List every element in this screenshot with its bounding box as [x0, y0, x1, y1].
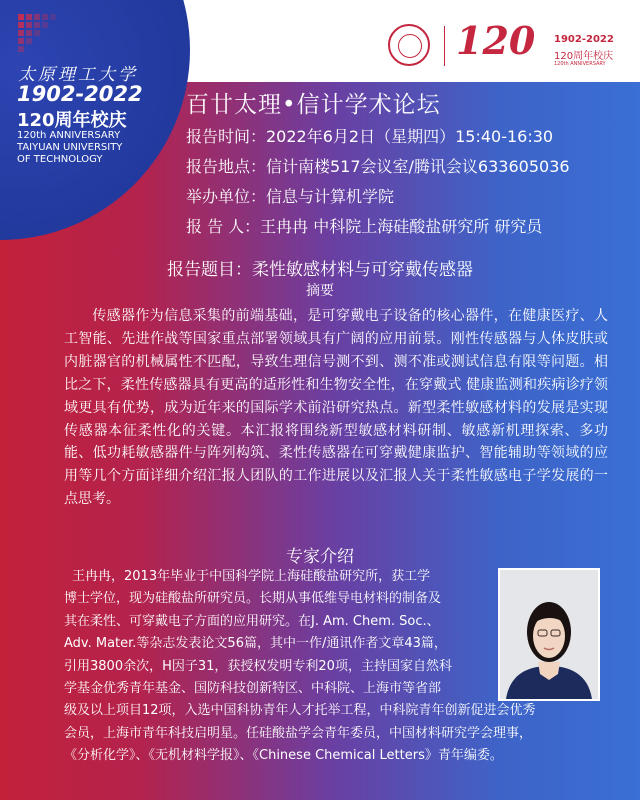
- report-time: 报告时间：2022年6月2日（星期四）15:40-16:30: [186, 127, 554, 146]
- abstract-body: 传感器作为信息采集的前端基础，是可穿戴电子设备的核心器件，在健康医疗、人工智能、先进作战等国家重点部署领域具有广阔的应用前景。刚性传感器与人体皮肤或内脏器官的机械属性不匹配，导致生理信号测不到、测不准或测试信息有限等问题。相比之下，柔性传感器具有更高的适形性和生物安全性，在穿戴式 健康监测和疾病诊疗领域更具有优势，成为近年来的国际学术前沿研究热点。新型柔性敏感材料的发展是实现传感器本征柔性化的关键。本汇报将围绕新型敏感材料研制、敏感新机理探索、多功能、低功耗敏感器件与阵列构筑、柔性传感器在可穿戴健康监护、智能辅助等领域的应用等几个方面详细介绍汇报人团队的工作进展以及汇报人关于柔性敏感电子学发展的一点思考。: [64, 308, 608, 508]
- abstract-text: [64, 305, 608, 511]
- bio-line: 会员，上海市青年科技启明星。任硅酸盐学会青年委员，中国材料研究学会理事，: [64, 725, 533, 741]
- bio-line: 《分析化学》、《无机材料学报》、《Chinese Chemical Letters》青年编委。: [64, 748, 503, 764]
- logo-years: 1902-2022: [554, 34, 614, 45]
- brand-en-line: 120th ANNIVERSARY: [17, 130, 121, 141]
- report-place: 报告地点：信计南楼517会议室/腾讯会议633605036: [186, 157, 570, 176]
- forum-title: 百廿太理•信计学术论坛: [186, 92, 441, 118]
- logo-cn: 120周年校庆: [554, 51, 614, 62]
- bio-line: Adv. Mater.等杂志发表论文56篇，其中一作/通讯作者文章43篇，: [64, 636, 447, 652]
- brand-anniversary-cn: 120周年校庆: [17, 110, 127, 131]
- bio-line: 博士学位，现为硅酸盐所研究员。长期从事低维导电材料的制备及: [64, 591, 442, 607]
- abstract-heading: 摘要: [306, 283, 334, 299]
- brand-en-line: TAIYUAN UNIVERSITY: [17, 142, 123, 153]
- bio-line: 其在柔性、可穿戴电子方面的应用研究。在J. Am. Chem. Soc.、: [64, 613, 440, 629]
- brand-years: 1902-2022: [17, 82, 143, 106]
- bio-line: 学基金优秀青年基金、国防科技创新特区、中科院、上海市等省部: [64, 680, 442, 696]
- bio-line: 王冉冉，2013年毕业于中国科学院上海硅酸盐研究所，获工学: [72, 569, 431, 584]
- university-calligraphy-name: 太原理工大学: [18, 65, 138, 85]
- speaker: 报 告 人：王冉冉 中科院上海硅酸盐研究所 研究员: [186, 217, 543, 236]
- brand-anniversary-en: [17, 130, 167, 166]
- speaker-portrait: [498, 568, 600, 701]
- report-title: 报告题目：柔性敏感材料与可穿戴传感器: [167, 260, 473, 280]
- anniversary-logo: [386, 20, 618, 74]
- bio-line: 引用3800余次，H因子31，获授权发明专利20项，主持国家自然科: [64, 658, 452, 674]
- bio-line: 级及以上项目12项，入选中国科协青年人才托举工程，中科院青年创新促进会优秀: [64, 703, 536, 719]
- logo-en: 120th ANNIVERSARY: [554, 61, 606, 67]
- organizer: 举办单位：信息与计算机学院: [186, 187, 395, 206]
- logo-divider: [444, 26, 445, 66]
- expert-heading: 专家介绍: [286, 547, 354, 567]
- logo-120: 120: [456, 18, 536, 63]
- brand-en-line: OF TECHNOLOGY: [17, 154, 103, 165]
- university-seal-icon: [388, 24, 430, 66]
